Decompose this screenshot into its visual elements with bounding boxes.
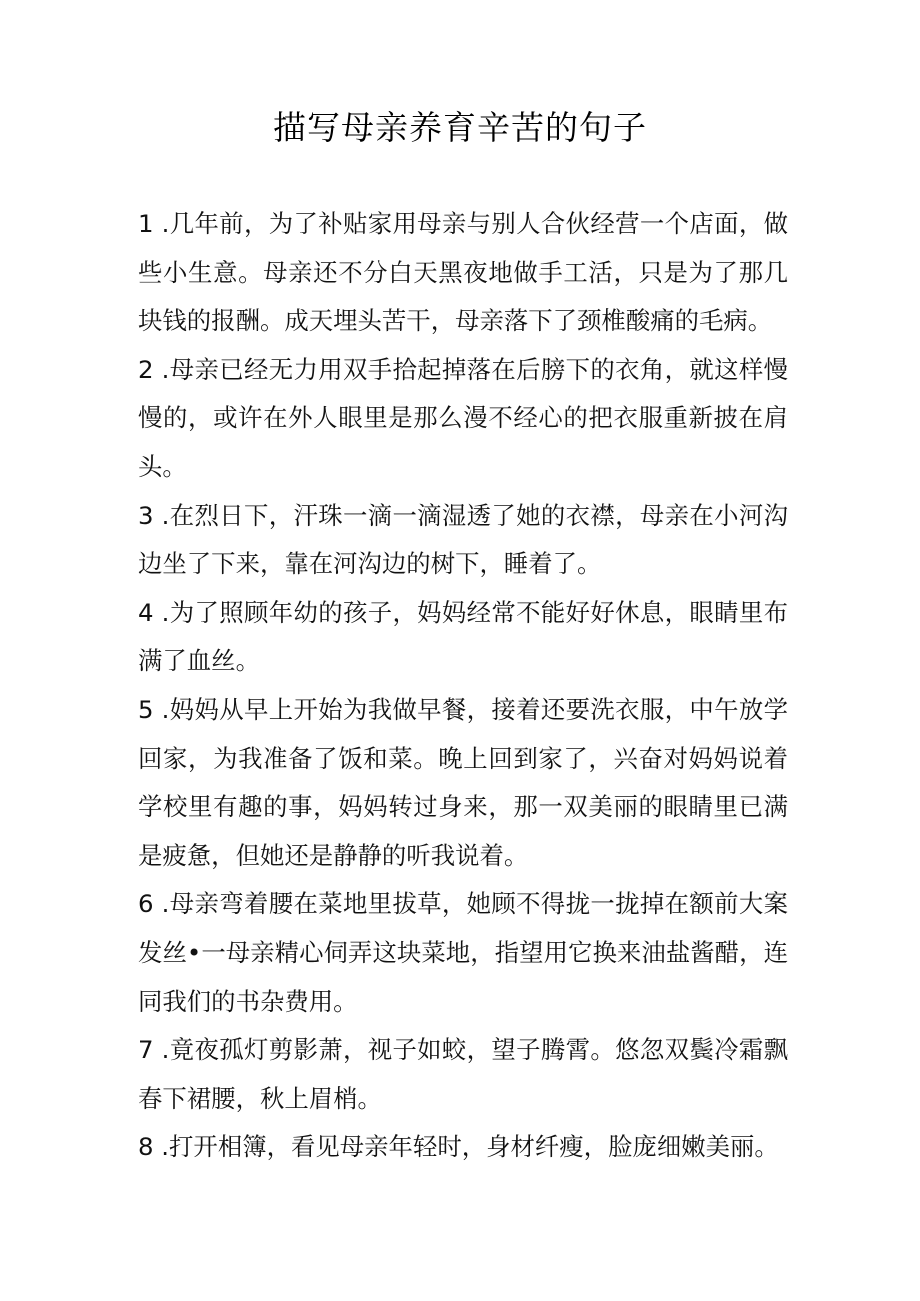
list-item bbox=[138, 1123, 788, 1172]
item-number: 8 . bbox=[138, 1132, 170, 1162]
item-number: 3 . bbox=[138, 500, 170, 530]
item-text: 妈妈从早上开始为我做早餐，接着还要洗衣服，中午放学回家，为我准备了饭和菜。晚上回到家了，兴奋对妈妈说着学校里有趣的事，妈妈转过身来，那一双美丽的眼睛里已满是疲惫，但她还是静静的听我说着。 bbox=[138, 694, 788, 870]
item-number: 1 . bbox=[138, 209, 170, 238]
item-text: 打开相簿，看见母亲年轻时，身材纤瘦，脸庞细嫩美丽。 bbox=[169, 1132, 779, 1162]
list-item bbox=[138, 589, 788, 686]
item-number: 5 . bbox=[138, 694, 170, 724]
item-number: 4 . bbox=[138, 597, 170, 627]
item-text: 母亲已经无力用双手拾起掉落在后膀下的衣角，就这样慢慢的，或许在外人眼里是那么漫不经心的把衣服重新披在肩头。 bbox=[138, 354, 788, 481]
list-item bbox=[138, 1026, 788, 1123]
item-text: 竟夜孤灯剪影萧，视子如蛟，望子腾霄。悠忽双鬓冷霜飘春下裙腰，秋上眉梢。 bbox=[138, 1035, 788, 1113]
document-title: 描写母亲养育辛苦的句子 bbox=[273, 108, 647, 147]
item-text: 在烈日下，汗珠一滴一滴湿透了她的衣襟，母亲在小河沟边坐了下来，靠在河沟边的树下，睡着了。 bbox=[138, 500, 788, 579]
list-item bbox=[138, 686, 788, 880]
list-item bbox=[138, 200, 788, 346]
list-item bbox=[138, 880, 788, 1026]
sentence-list bbox=[138, 200, 788, 1172]
item-text: 为了照顾年幼的孩子，妈妈经常不能好好休息，眼睛里布满了血丝。 bbox=[138, 597, 788, 676]
list-item bbox=[138, 346, 788, 492]
list-item bbox=[138, 492, 788, 589]
item-text: 几年前，为了补贴家用母亲与别人合伙经营一个店面，做些小生意。母亲还不分白天黑夜地做手工活，只是为了那几块钱的报酬。成天埋头苦干，母亲落下了颈椎酸痛的毛病。 bbox=[138, 209, 788, 336]
item-number: 7 . bbox=[138, 1035, 170, 1065]
item-number: 6 . bbox=[138, 889, 170, 919]
item-text: 母亲弯着腰在菜地里拔草，她顾不得拢一拢掉在额前大案发丝•一母亲精心伺弄这块菜地，指望用它换来油盐酱醋，连同我们的书杂费用。 bbox=[138, 889, 788, 1016]
item-number: 2 . bbox=[138, 354, 170, 384]
